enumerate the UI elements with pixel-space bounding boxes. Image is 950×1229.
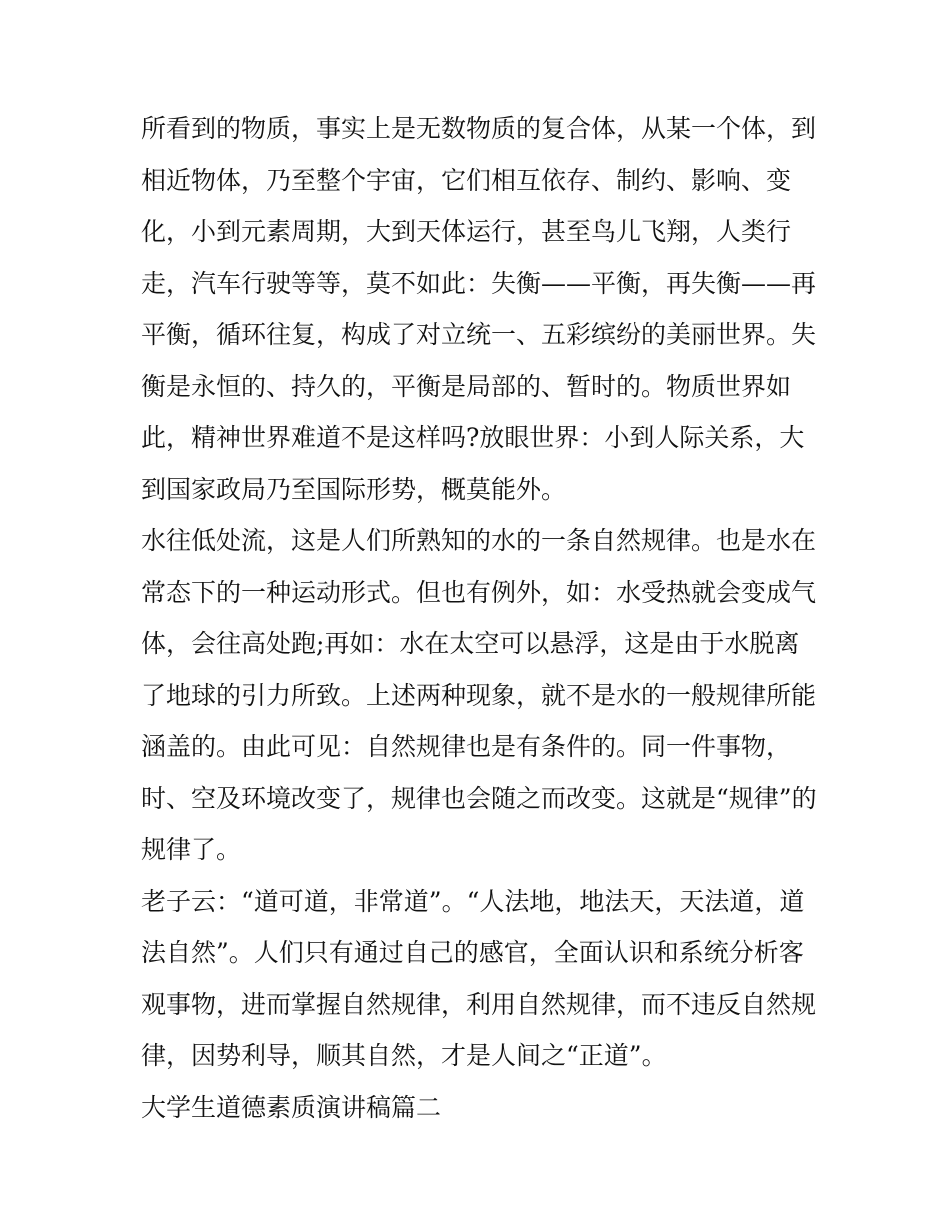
text-line: 走，汽车行驶等等，莫不如此：失衡——平衡，再失衡——再 bbox=[141, 268, 817, 298]
text-line: 水往低处流，这是人们所熟知的水的一条自然规律。也是水在 bbox=[141, 526, 817, 555]
document-body bbox=[141, 103, 817, 1133]
heading-line: 大学生道德素质演讲稿篇二 bbox=[141, 1092, 442, 1122]
text-line: 时、空及环境改变了，规律也会随之而改变。这就是“规律”的 bbox=[141, 783, 817, 813]
text-line: 所看到的物质，事实上是无数物质的复合体，从某一个体，到 bbox=[141, 114, 817, 143]
paragraph-1 bbox=[141, 103, 817, 515]
text-line: 观事物，进而掌握自然规律，利用自然规律，而不违反自然规 bbox=[141, 989, 817, 1019]
text-line: 老子云：“道可道，非常道”。“人法地，地法天，天法道，道 bbox=[141, 886, 805, 916]
text-line: 了地球的引力所致。上述两种现象，就不是水的一般规律所能 bbox=[141, 680, 817, 710]
text-line: 此，精神世界难道不是这样吗?放眼世界：小到人际关系，大 bbox=[141, 423, 805, 452]
text-line: 平衡，循环往复，构成了对立统一、五彩缤纷的美丽世界。失 bbox=[141, 320, 817, 349]
text-line: 化，小到元素周期，大到天体运行，甚至鸟儿飞翔，人类行 bbox=[141, 217, 792, 246]
text-line: 相近物体，乃至整个宇宙，它们相互依存、制约、影响、变 bbox=[141, 165, 792, 195]
paragraph-3 bbox=[141, 876, 817, 1082]
text-line: 到国家政局乃至国际形势，概莫能外。 bbox=[141, 474, 567, 504]
text-line: 规律了。 bbox=[141, 835, 242, 864]
text-line: 律，因势利导，顺其自然，才是人间之“正道”。 bbox=[141, 1041, 667, 1070]
text-line: 法自然”。人们只有通过自己的感官，全面认识和系统分析客 bbox=[141, 938, 804, 967]
text-line: 常态下的一种运动形式。但也有例外，如：水受热就会变成气 bbox=[141, 577, 817, 607]
text-line: 衡是永恒的、持久的，平衡是局部的、暂时的。物质世界如 bbox=[141, 371, 792, 401]
text-line: 体，会往高处跑;再如：水在太空可以悬浮，这是由于水脱离 bbox=[141, 629, 800, 658]
paragraph-2 bbox=[141, 515, 817, 876]
section-heading bbox=[141, 1082, 813, 1134]
text-line: 涵盖的。由此可见：自然规律也是有条件的。同一件事物， bbox=[141, 732, 792, 761]
